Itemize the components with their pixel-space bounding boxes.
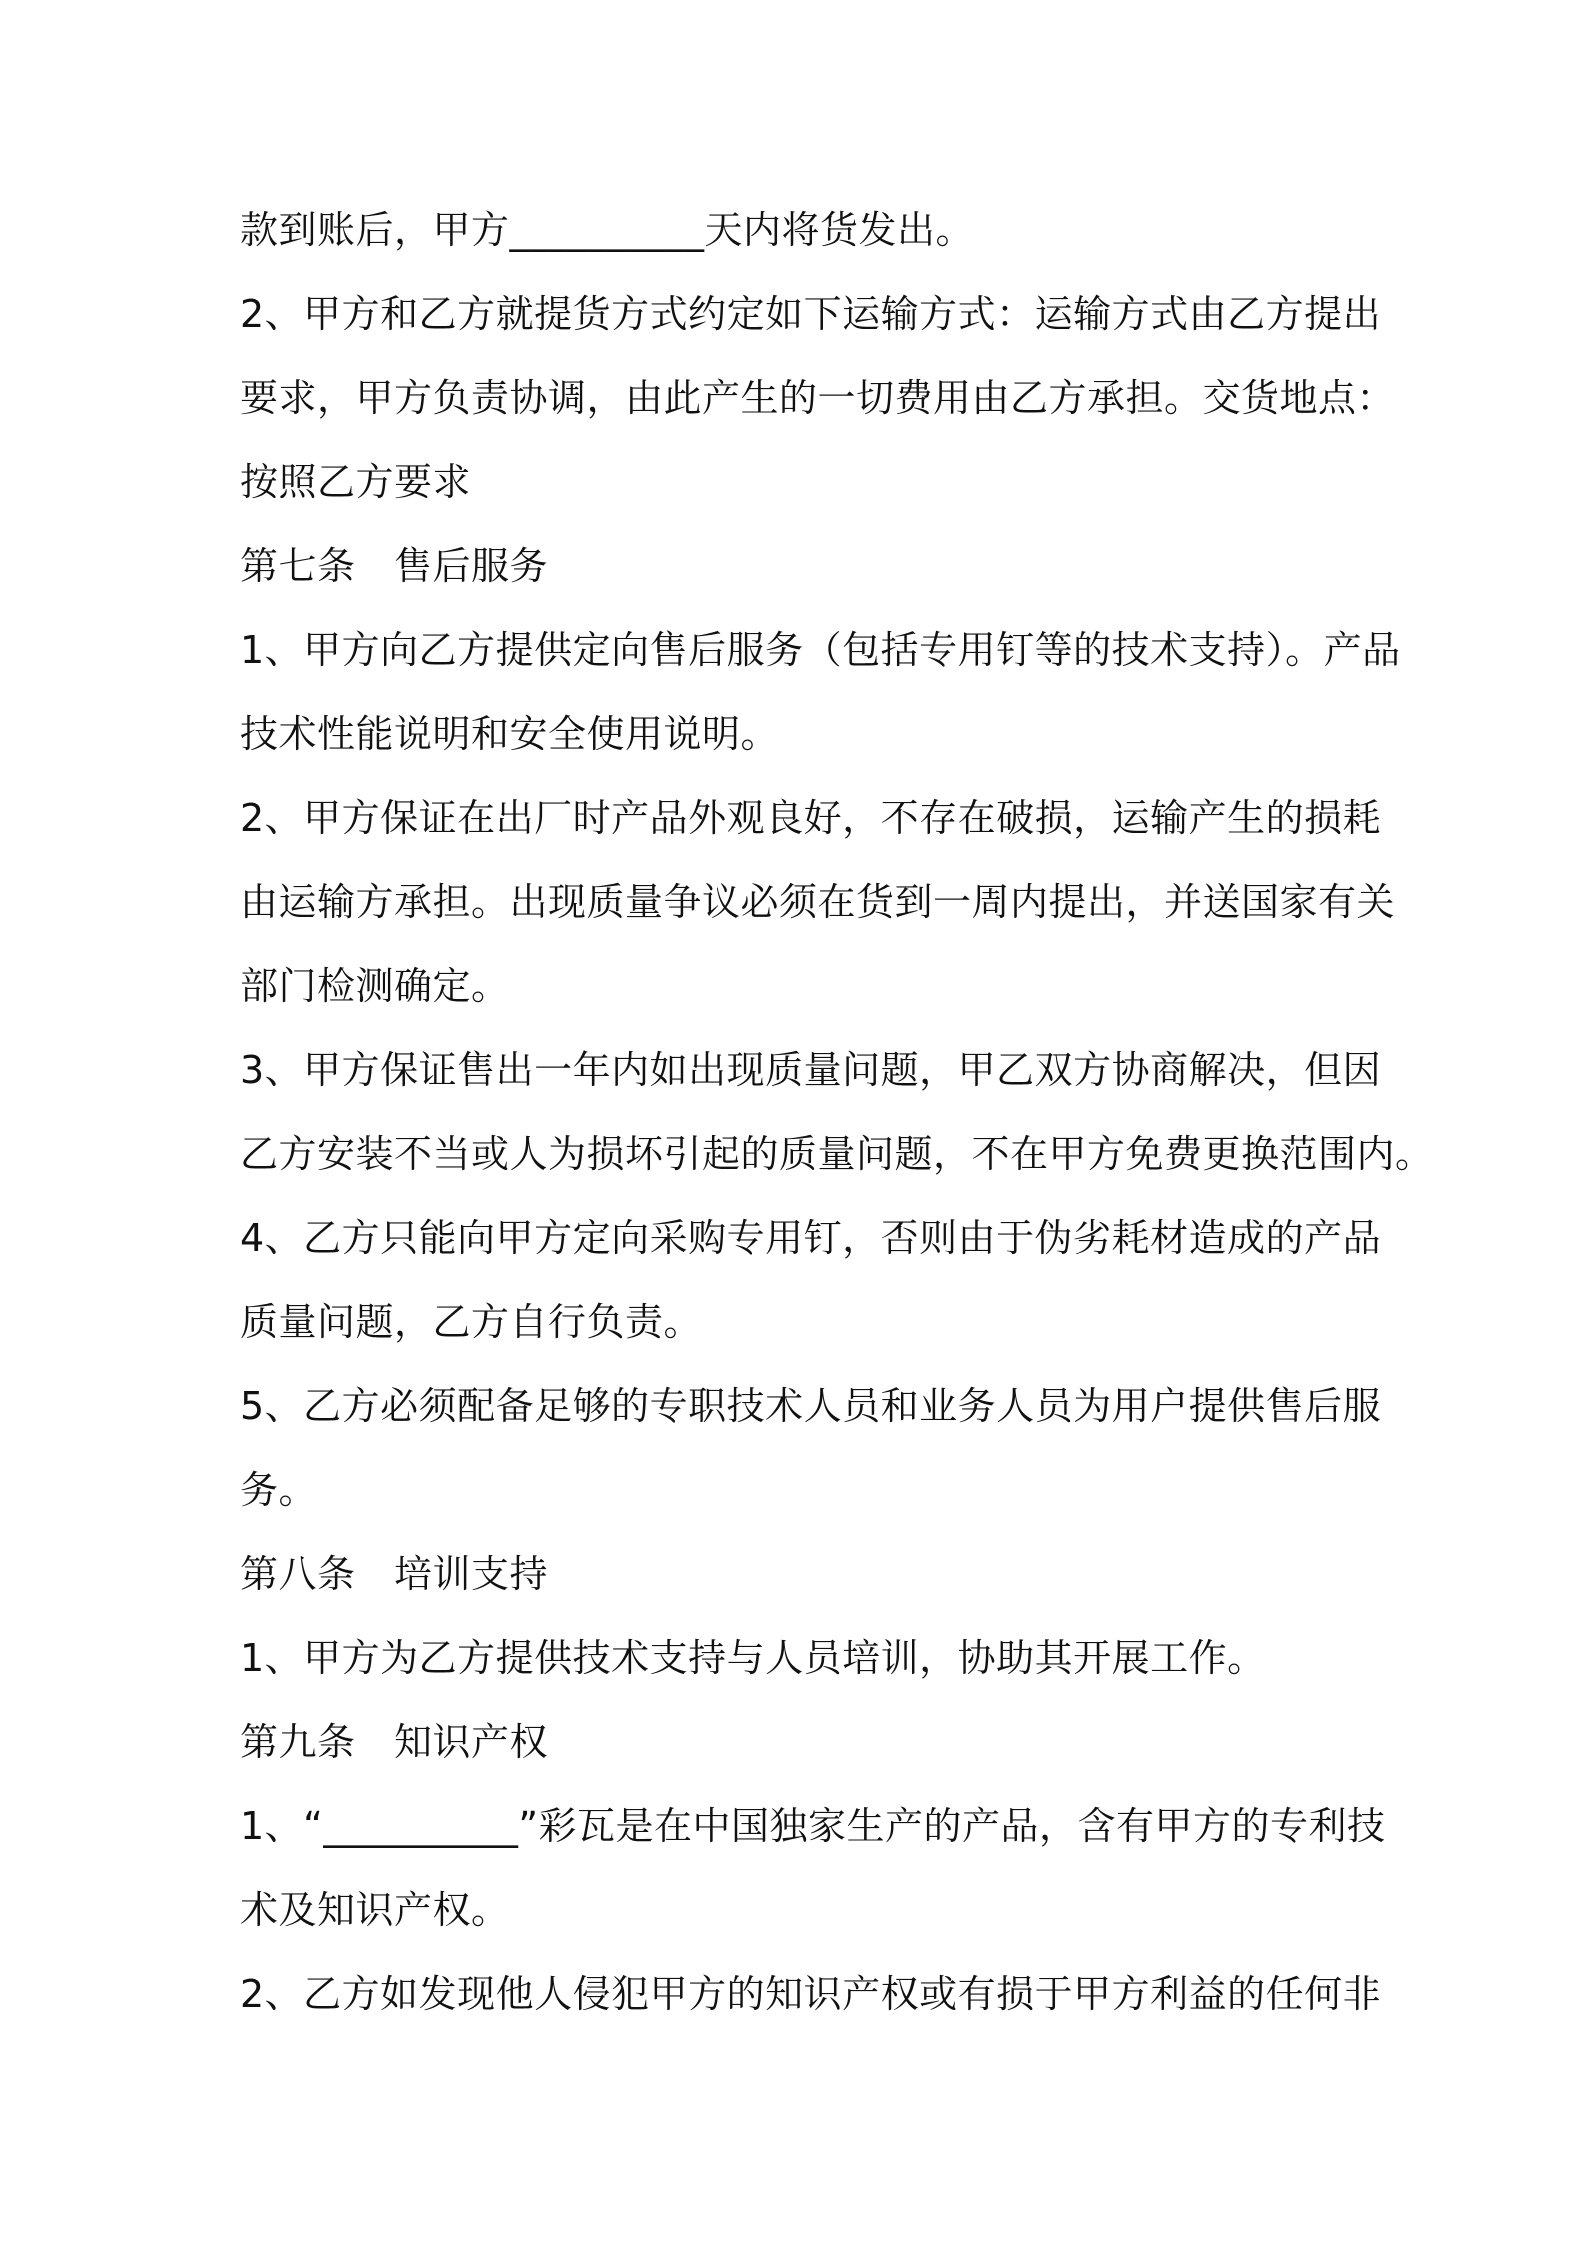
text-line: 术及知识产权。 — [240, 1888, 510, 1932]
text-line: 4、乙方只能向甲方定向采购专用钉，否则由于伪劣耗材造成的产品 — [240, 1216, 1382, 1260]
text-line: 1、甲方向乙方提供定向售后服务（包括专用钉等的技术支持）。产品 — [240, 628, 1401, 672]
text-line: 款到账后，甲方__________天内将货发出。 — [240, 208, 975, 252]
text-line: 5、乙方必须配备足够的专职技术人员和业务人员为用户提供售后服 — [240, 1384, 1382, 1428]
text-line: 1、甲方为乙方提供技术支持与人员培训，协助其开展工作。 — [240, 1636, 1266, 1680]
text-line: 3、甲方保证售出一年内如出现质量问题，甲乙双方协商解决，但因 — [240, 1048, 1382, 1092]
text-line: 2、甲方保证在出厂时产品外观良好，不存在破损，运输产生的损耗 — [240, 796, 1382, 840]
text-line: 1、“__________”彩瓦是在中国独家生产的产品，含有甲方的专利技 — [240, 1804, 1386, 1848]
document-body — [240, 188, 1434, 2036]
text-line: 由运输方承担。出现质量争议必须在货到一周内提出，并送国家有关 — [240, 880, 1396, 924]
text-line: 要求，甲方负责协调，由此产生的一切费用由乙方承担。交货地点： — [240, 376, 1396, 420]
text-line: 部门检测确定。 — [240, 964, 510, 1008]
text-line: 乙方安装不当或人为损坏引起的质量问题，不在甲方免费更换范围内。 — [240, 1132, 1434, 1176]
text-line: 按照乙方要求 — [240, 460, 472, 504]
section-heading: 第八条 培训支持 — [240, 1552, 549, 1596]
text-line: 务。 — [240, 1468, 318, 1512]
text-line: 技术性能说明和安全使用说明。 — [240, 712, 780, 756]
text-line: 质量问题，乙方自行负责。 — [240, 1300, 703, 1344]
section-heading: 第七条 售后服务 — [240, 544, 549, 588]
section-heading: 第九条 知识产权 — [240, 1720, 549, 1764]
text-line: 2、乙方如发现他人侵犯甲方的知识产权或有损于甲方利益的任何非 — [240, 1972, 1382, 2016]
text-line: 2、甲方和乙方就提货方式约定如下运输方式：运输方式由乙方提出 — [240, 292, 1382, 336]
